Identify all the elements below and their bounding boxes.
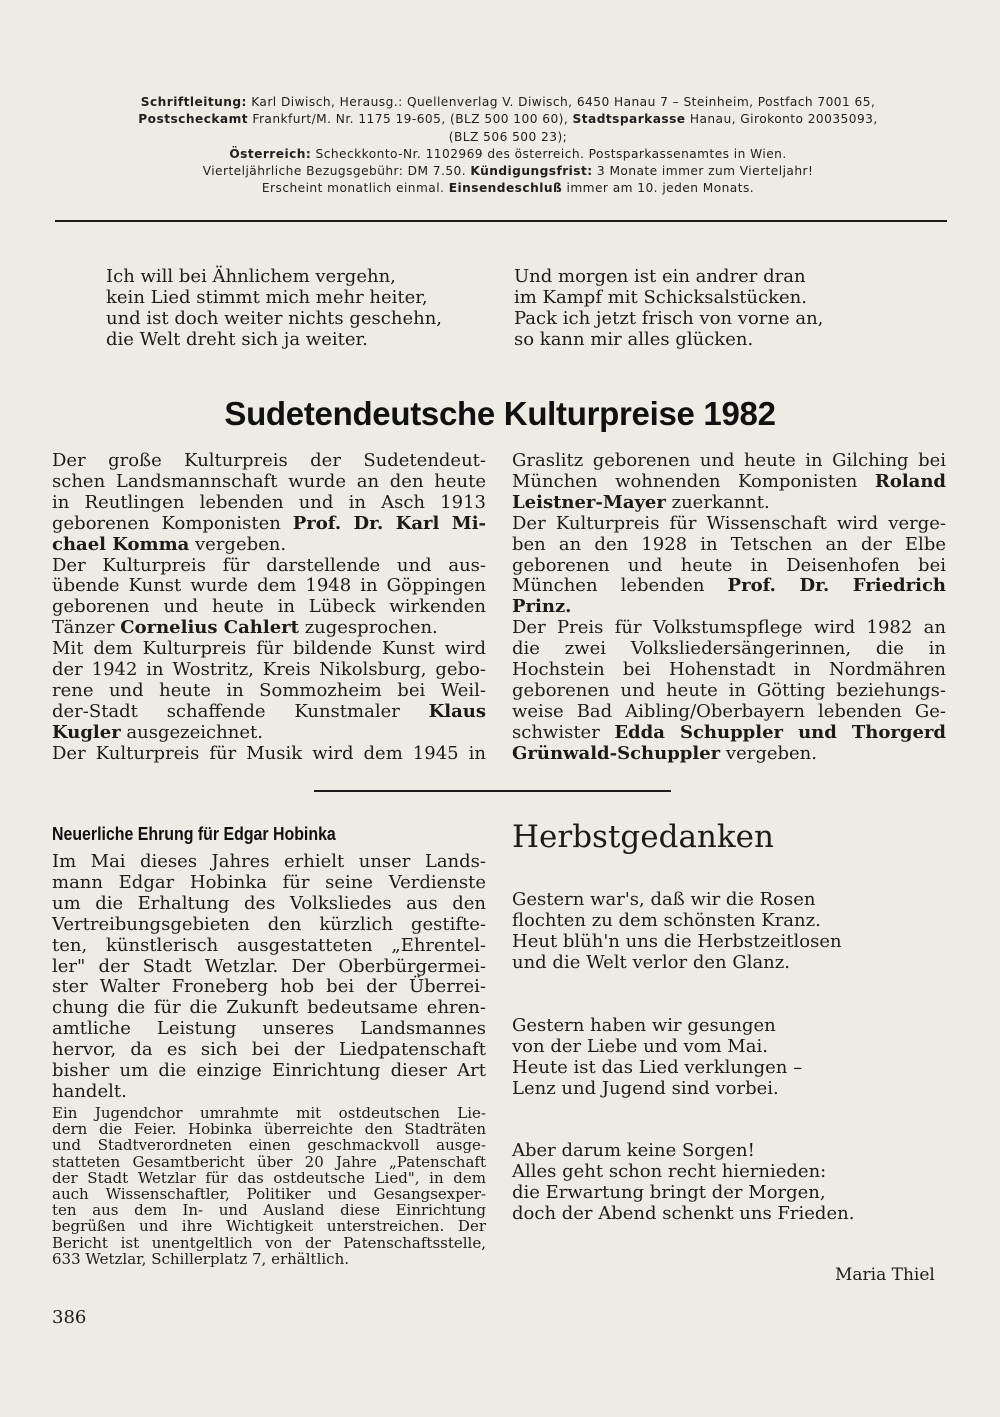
masthead-text: Scheckkonto-Nr. 1102969 des österreich. Postsparkassenamtes in Wien. <box>311 146 787 161</box>
poem-line: doch der Abend schenkt uns Frieden. <box>512 1203 855 1224</box>
text-line: mann Edgar Hobinka für seine Verdienste <box>52 871 486 893</box>
poem-line: Alles geht schon recht hiernieden: <box>512 1161 827 1182</box>
poem-line: die Welt dreht sich ja weiter. <box>106 329 368 350</box>
article-headline: Sudetendeutsche Kulturpreise 1982 <box>224 395 776 432</box>
bold-name: Prof. Dr. Friedrich <box>727 575 946 597</box>
text-line <box>512 723 946 744</box>
masthead-text: 3 Monate immer zum Vierteljahr! <box>592 164 814 179</box>
masthead-text: immer am 10. jeden Monats. <box>562 181 755 196</box>
text-line: Der Kulturpreis für darstellende und aus- <box>52 554 486 576</box>
text-line: ten aus dem In- und Ausland diese Einrichtung <box>52 1201 486 1220</box>
text-run: München lebenden <box>512 575 728 597</box>
section-divider <box>314 790 671 792</box>
text-run: ausgezeichnet. <box>120 721 263 743</box>
bold-name: Grünwald-Schuppler <box>512 742 721 764</box>
text-run: vergeben. <box>720 742 817 764</box>
masthead-line <box>58 163 958 180</box>
masthead-line <box>58 111 958 128</box>
masthead-label: Einsendeschluß <box>448 181 563 196</box>
text-run: zugesprochen. <box>298 617 438 639</box>
text-line: Vertreibungsgebieten den kürzlich gestifte- <box>52 913 486 935</box>
text-line <box>52 723 486 744</box>
masthead-text: Karl Diwisch, Herausg.: Quellenverlag V. Diwisch, 6450 Hanau 7 – Steinheim, Postfach 7001 65, <box>246 95 876 109</box>
page-number: 386 <box>52 1307 87 1328</box>
text-line: der 1942 in Wostritz, Kreis Nikolsburg, gebo- <box>52 659 486 681</box>
text-line <box>512 472 946 493</box>
top-poem-left <box>106 266 442 350</box>
text-line: Der Kulturpreis für Musik wird dem 1945 in <box>52 742 486 764</box>
masthead-line <box>58 94 958 111</box>
poem-line: kein Lied stimmt mich mehr heiter, <box>106 287 428 308</box>
text-line: 633 Wetzlar, Schillerplatz 7, erhältlich. <box>52 1249 349 1268</box>
text-line: Der große Kulturpreis der Sudetendeut- <box>52 450 486 471</box>
text-run: München wohnenden Komponisten <box>512 470 875 492</box>
text-line: Der Preis für Volkstumspflege wird 1982 an <box>512 617 946 639</box>
text-line: auch Wissenschaftler, Politiker und Gesangsexper- <box>52 1185 486 1204</box>
bold-name: chael Komma <box>52 533 190 555</box>
masthead-label: Österreich: <box>229 146 312 161</box>
text-line: weise Bad Aibling/Oberbayern lebenden Ge- <box>512 700 946 722</box>
text-line: statteten Gesamtbericht über 20 Jahre „Patenschaft <box>52 1152 486 1171</box>
top-poem-right <box>514 266 823 350</box>
article2-small-text <box>52 1105 486 1267</box>
text-run: Tänzer <box>52 617 121 639</box>
poem-line: Und morgen ist ein andrer dran <box>514 266 806 287</box>
masthead-divider <box>55 220 947 222</box>
text-line: und Stadtverordneten einen geschmackvoll ausge- <box>52 1136 486 1155</box>
poem-title: Herbstgedanken <box>512 819 774 855</box>
article2-body <box>52 852 486 1103</box>
text-run: der-Stadt schaffende Kunstmaler <box>52 700 429 722</box>
text-line: geborenen und heute in Götting beziehungs- <box>512 679 946 701</box>
bold-name: Cornelius Cahlert <box>120 617 299 639</box>
bold-name: Klaus <box>428 700 486 722</box>
text-line: rene und heute in Sommozheim bei Weil- <box>52 679 486 701</box>
bold-name: Prof. Dr. Karl Mi- <box>292 512 486 534</box>
text-line: geborenen und heute in Deisenhofen bei <box>512 554 946 576</box>
poem-author: Maria Thiel <box>835 1265 935 1285</box>
text-line: Im Mai dieses Jahres erhielt unser Lands- <box>52 851 486 872</box>
masthead-text: Frankfurt/M. Nr. 1175 19-605, (BLZ 500 100 60), <box>248 112 573 127</box>
text-line <box>512 744 946 765</box>
text-line: Ein Jugendchor umrahmte mit ostdeutschen Lie- <box>52 1104 486 1122</box>
poem-stanza <box>512 1015 802 1099</box>
text-line: Mit dem Kulturpreis für bildende Kunst wird <box>52 638 486 660</box>
text-line <box>52 535 486 556</box>
poem-line: Lenz und Jugend sind vorbei. <box>512 1078 779 1099</box>
text-run: vergeben. <box>189 533 287 555</box>
text-line: Hochstein bei Hohenstadt in Nordmähren <box>512 659 946 681</box>
poem-line: Gestern war's, daß wir die Rosen <box>512 889 816 910</box>
poem-line: so kann mir alles glücken. <box>514 329 754 350</box>
text-line: chung die für die Zukunft bedeutsame ehren- <box>52 997 486 1019</box>
text-line: geborenen und heute in Lübeck wirkenden <box>52 596 486 618</box>
poem-line: Ich will bei Ähnlichem vergehn, <box>106 266 396 287</box>
masthead-line <box>58 146 958 163</box>
masthead-line: (BLZ 506 500 23); <box>448 129 568 144</box>
poem-stanza <box>512 1140 854 1224</box>
text-run: geborenen Komponisten <box>52 512 293 534</box>
text-line <box>512 576 946 597</box>
text-line: in Reutlingen lebenden und in Asch 1913 <box>52 491 486 513</box>
text-line: bisher um die einzige Einrichtung dieser Art <box>52 1060 486 1082</box>
poem-line: und die Welt verlor den Glanz. <box>512 952 790 973</box>
text-line: ben an den 1928 in Tetschen an der Elbe <box>512 533 946 555</box>
text-line <box>52 514 486 535</box>
masthead-text: Vierteljährliche Bezugsgebühr: DM 7.50. <box>202 164 471 179</box>
text-run: schwister <box>512 721 615 743</box>
text-line <box>52 702 486 723</box>
masthead-line <box>58 180 958 197</box>
poem-line: Heute ist das Lied verklungen – <box>512 1057 803 1078</box>
text-line <box>512 493 946 514</box>
article1-left-column <box>52 451 486 765</box>
text-line: Der Kulturpreis für Wissenschaft wird verge- <box>512 512 946 534</box>
poem-line: von der Liebe und vom Mai. <box>512 1036 768 1057</box>
text-line: ster Walter Froneberg hob bei der Überrei- <box>52 976 486 998</box>
poem-line: Heut blüh'n uns die Herbstzeitlosen <box>512 931 842 952</box>
text-line: begrüßen und ihre Wichtigkeit unterstreichen. Der <box>52 1217 486 1236</box>
poem-line: Gestern haben wir gesungen <box>512 1015 776 1036</box>
text-line: der Stadt Wetzlar für das ostdeutsche Lied", in dem <box>52 1168 486 1187</box>
poem-line: die Erwartung bringt der Morgen, <box>512 1182 826 1203</box>
masthead-label: Stadtsparkasse <box>572 112 686 127</box>
article1-right-column <box>512 451 946 765</box>
masthead-text: Erscheint monatlich einmal. <box>261 181 449 196</box>
bold-name: Kugler <box>52 721 121 743</box>
text-line: um die Erhaltung des Volksliedes aus den <box>52 892 486 914</box>
bold-name: Roland <box>874 470 946 492</box>
poem-line: Aber darum keine Sorgen! <box>512 1140 755 1161</box>
poem-line: Pack ich jetzt frisch von vorne an, <box>514 308 824 329</box>
text-line: die zwei Volksliedersängerinnen, die in <box>512 638 946 660</box>
text-line: dern die Feier. Hobinka überreichte den Stadträten <box>52 1120 486 1139</box>
masthead-label: Schriftleitung: <box>140 95 247 109</box>
masthead <box>58 94 958 198</box>
text-line: amtliche Leistung unseres Landsmannes <box>52 1018 486 1040</box>
text-line: Graslitz geborenen und heute in Gilching bei <box>512 450 946 471</box>
masthead-text: Hanau, Girokonto 20035093, <box>685 112 878 127</box>
text-line: hervor, da es sich bei der Liedpatenschaft <box>52 1039 486 1061</box>
masthead-label: Kündigungsfrist: <box>470 164 593 179</box>
text-line <box>52 618 486 639</box>
text-line: Bericht ist unentgeltlich von der Patenschaftsstelle, <box>52 1233 486 1252</box>
bold-name: Leistner-Mayer <box>512 491 666 513</box>
text-line: übende Kunst wurde dem 1948 in Göppingen <box>52 575 486 597</box>
poem-line: im Kampf mit Schicksalstücken. <box>514 287 807 308</box>
masthead-label: Postscheckamt <box>138 112 249 127</box>
text-line: ten, künstlerisch ausgestatteten „Ehrentel- <box>52 934 486 956</box>
poem-line: flochten zu dem schönsten Kranz. <box>512 910 821 931</box>
bold-name: Edda Schuppler und Thorgerd <box>614 721 946 743</box>
bold-name: Prinz. <box>512 596 572 618</box>
text-run: zuerkannt. <box>665 491 770 513</box>
article2-headline: Neuerliche Ehrung für Edgar Hobinka <box>52 823 336 844</box>
text-line <box>512 597 946 618</box>
text-line: handelt. <box>52 1080 127 1102</box>
poem-line: und ist doch weiter nichts geschehn, <box>106 308 443 329</box>
poem-stanza <box>512 889 842 973</box>
text-line: schen Landsmannschaft wurde an den heute <box>52 470 486 492</box>
text-line: ler" der Stadt Wetzlar. Der Oberbürgermei- <box>52 955 486 977</box>
